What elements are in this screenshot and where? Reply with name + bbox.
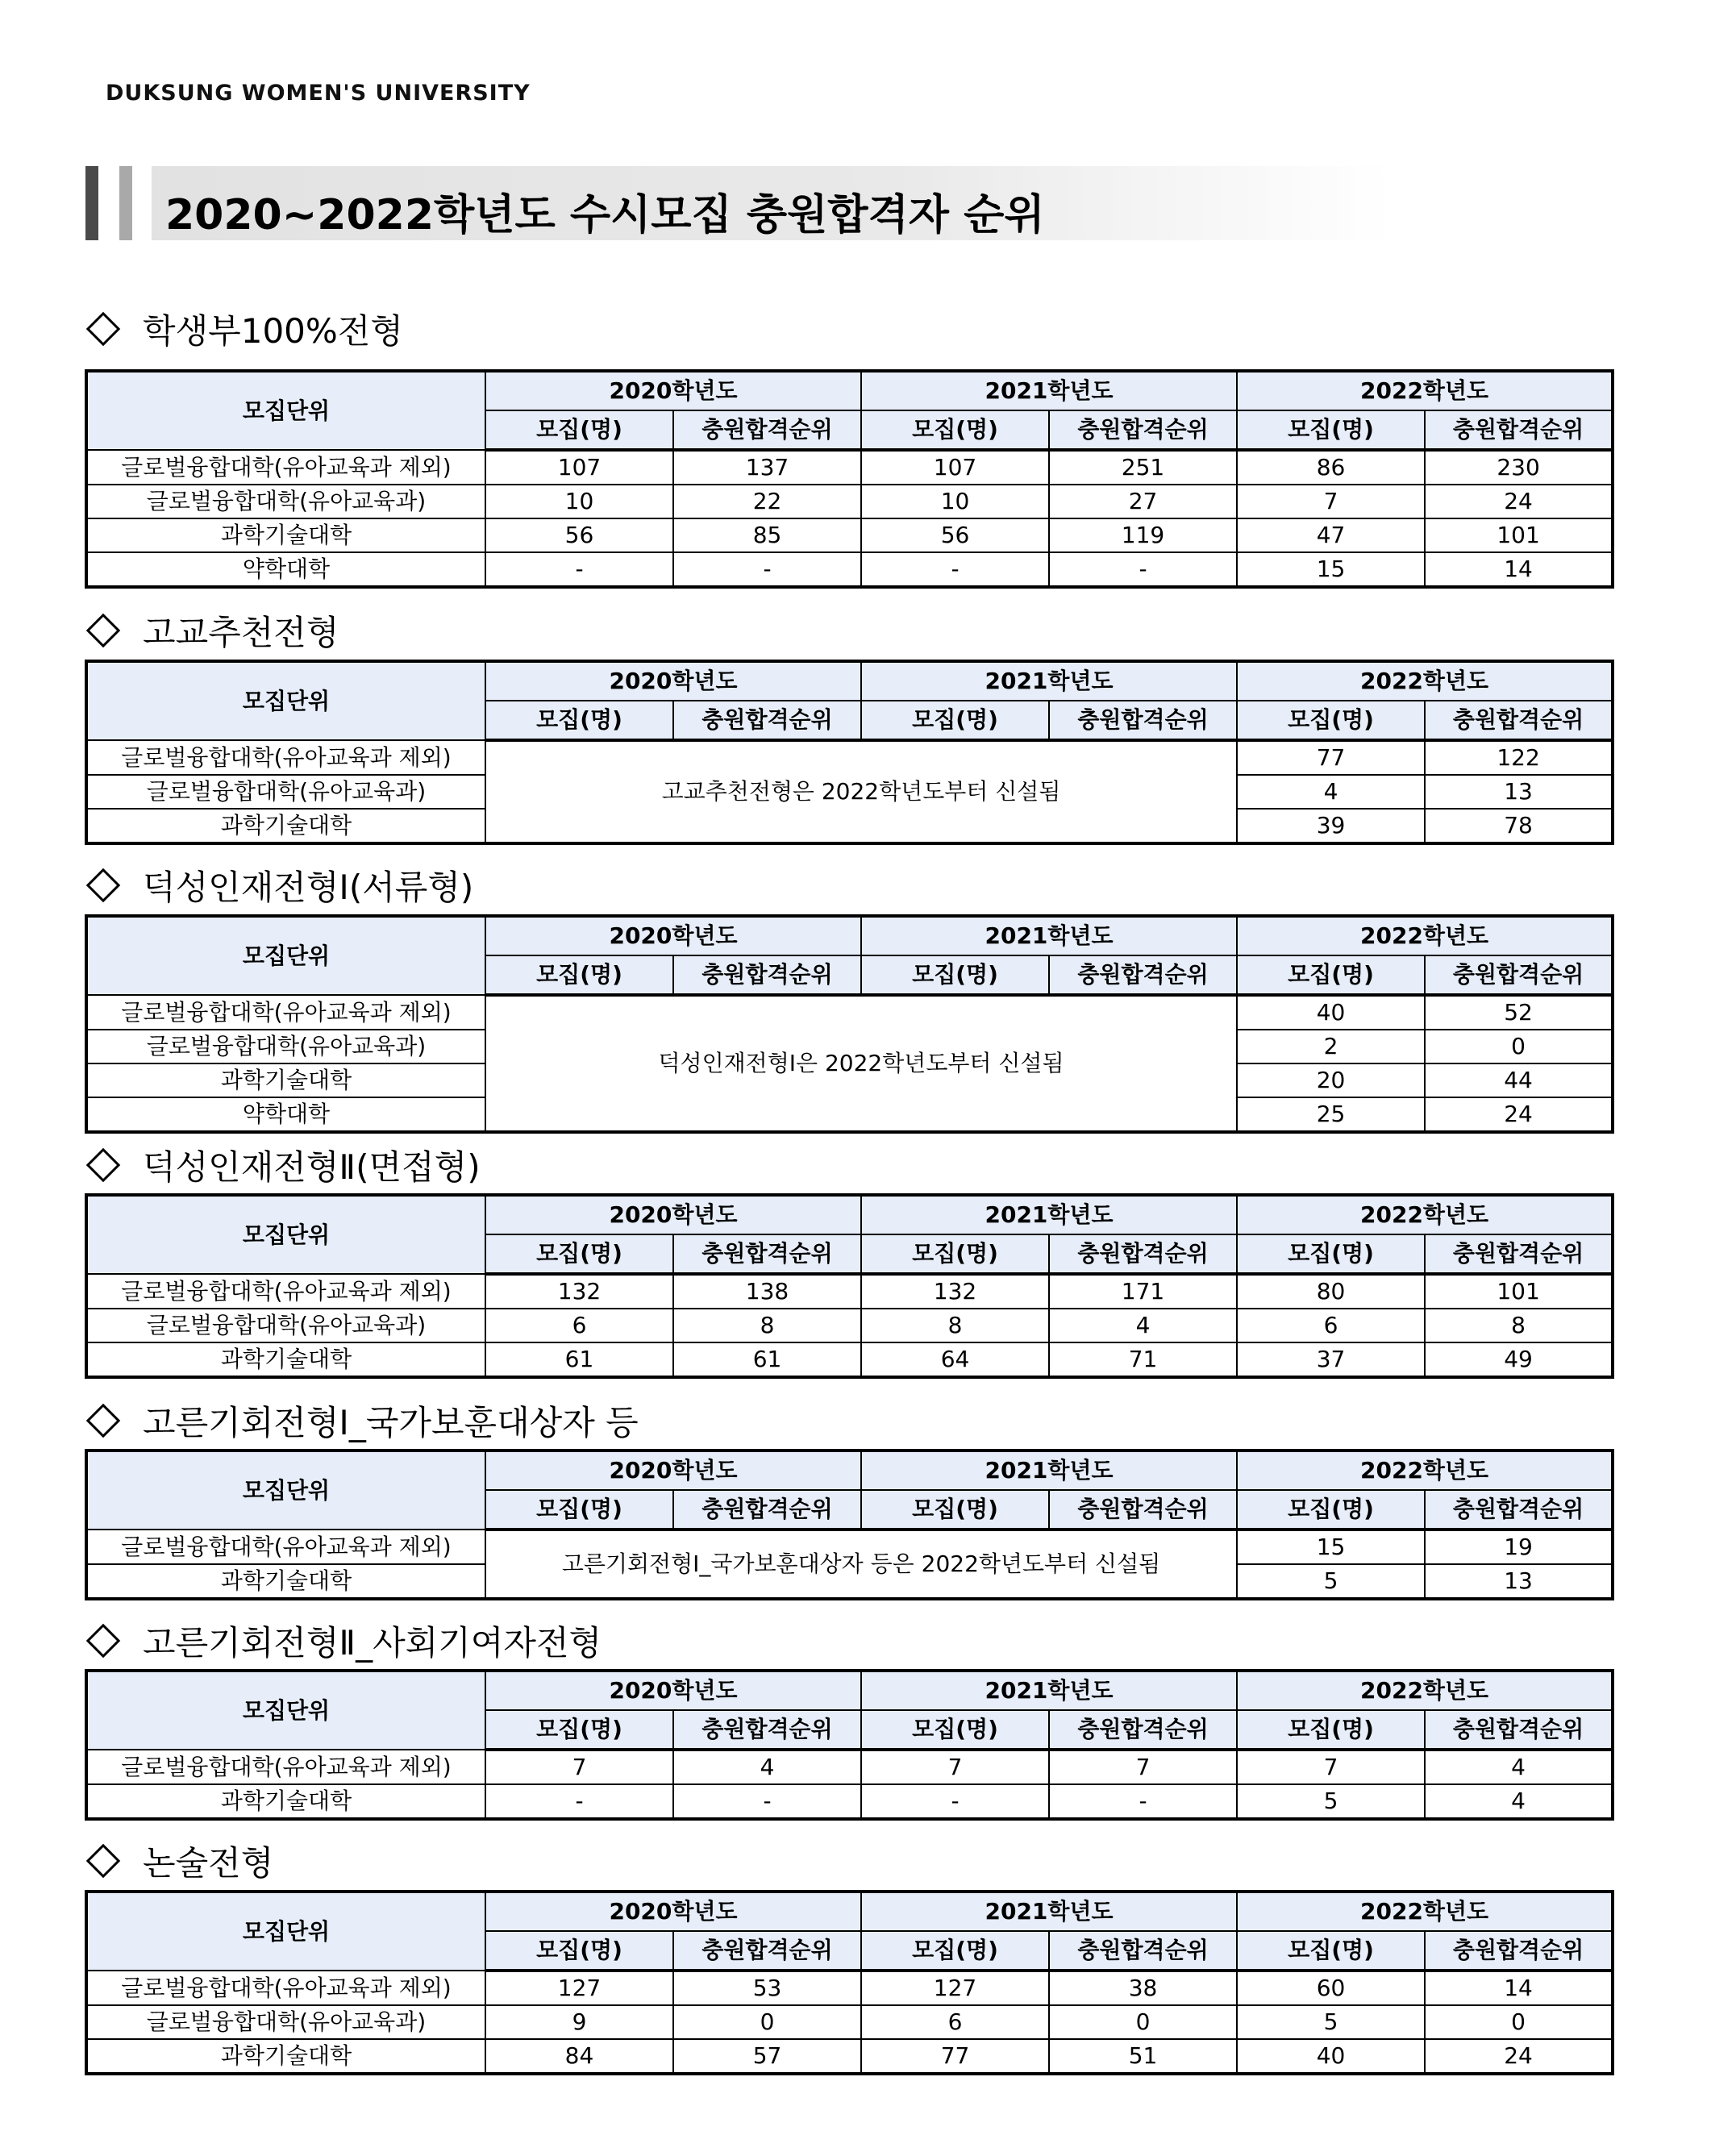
value-cell: 4 [1049,1309,1237,1342]
value-cell: 4 [1237,775,1425,809]
unit-cell: 과학기술대학 [86,1784,485,1819]
section-title: 고른기회전형Ⅱ_사회기여자전형 [143,1623,602,1663]
value-cell: 6 [861,2005,1049,2039]
value-cell: 24 [1425,2039,1613,2074]
value-cell: 61 [673,1342,861,1377]
value-cell: 8 [1425,1309,1613,1342]
value-cell: 38 [1049,1971,1237,2005]
unit-cell: 글로벌융합대학(유아교육과) [86,1309,485,1342]
rank-header: 충원합격순위 [673,1931,861,1971]
value-cell: 5 [1237,1784,1425,1819]
value-cell: 7 [1049,1750,1237,1784]
year-header: 2022학년도 [1237,1451,1613,1490]
table-row [86,1530,1613,1564]
value-cell: 127 [861,1971,1049,2005]
page-title: 2020~2022학년도 수시모집 충원합격자 순위 [165,191,1045,239]
value-cell: 44 [1425,1063,1613,1097]
value-cell: 84 [485,2039,673,2074]
year-header: 2021학년도 [861,1671,1237,1710]
new-program-note: 덕성인재전형Ⅰ은 2022학년도부터 신설됨 [485,995,1237,1132]
title-bar-dark [85,166,98,240]
value-cell: 60 [1237,1971,1425,2005]
value-cell: 8 [861,1309,1049,1342]
value-cell: 138 [673,1274,861,1309]
unit-cell: 글로벌융합대학(유아교육과) [86,775,485,809]
value-cell: 4 [1425,1784,1613,1819]
section-heading [83,1141,481,1189]
ranking-table [85,1669,1614,1821]
section-title: 덕성인재전형Ⅰ(서류형) [143,868,474,907]
unit-cell: 글로벌융합대학(유아교육과 제외) [86,1530,485,1564]
rank-header: 충원합격순위 [673,1710,861,1750]
value-cell: - [673,552,861,587]
rank-header: 충원합격순위 [1049,1931,1237,1971]
value-cell: 24 [1425,485,1613,518]
value-cell: 37 [1237,1342,1425,1377]
recruit-header: 모집(명) [861,1490,1049,1530]
rank-header: 충원합격순위 [673,701,861,740]
value-cell: 6 [485,1309,673,1342]
value-cell: 137 [673,450,861,485]
value-cell: 101 [1425,1274,1613,1309]
unit-cell: 과학기술대학 [86,809,485,843]
diamond-icon [86,1624,120,1658]
table-row [86,740,1613,775]
new-program-note: 고른기회전형Ⅰ_국가보훈대상자 등은 2022학년도부터 신설됨 [485,1530,1237,1599]
table-row [86,995,1613,1030]
year-header: 2020학년도 [485,1671,861,1710]
value-cell: 27 [1049,485,1237,518]
unit-header: 모집단위 [86,1892,485,1971]
value-cell: 40 [1237,995,1425,1030]
year-header: 2020학년도 [485,371,861,410]
unit-cell: 글로벌융합대학(유아교육과 제외) [86,1274,485,1309]
university-name: DUKSUNG WOMEN'S UNIVERSITY [106,81,531,106]
year-header: 2020학년도 [485,661,861,701]
rank-header: 충원합격순위 [1049,1710,1237,1750]
value-cell: 6 [1237,1309,1425,1342]
value-cell: 4 [1425,1750,1613,1784]
value-cell: 127 [485,1971,673,2005]
value-cell: 122 [1425,740,1613,775]
value-cell: 10 [485,485,673,518]
value-cell: 10 [861,485,1049,518]
value-cell: - [485,1784,673,1819]
rank-header: 충원합격순위 [1425,1234,1613,1274]
section-heading [83,1617,602,1665]
diamond-icon [86,1404,120,1438]
value-cell: - [861,1784,1049,1819]
year-header: 2020학년도 [485,1451,861,1490]
recruit-header: 모집(명) [485,701,673,740]
recruit-header: 모집(명) [1237,1931,1425,1971]
year-header: 2022학년도 [1237,1892,1613,1931]
unit-cell: 과학기술대학 [86,1564,485,1599]
recruit-header: 모집(명) [861,701,1049,740]
value-cell: 251 [1049,450,1237,485]
rank-header: 충원합격순위 [1425,701,1613,740]
value-cell: 0 [1049,2005,1237,2039]
value-cell: 25 [1237,1097,1425,1132]
section-title: 논술전형 [143,1843,274,1883]
diamond-icon [86,614,120,647]
value-cell: 51 [1049,2039,1237,2074]
value-cell: 132 [861,1274,1049,1309]
year-header: 2021학년도 [861,371,1237,410]
recruit-header: 모집(명) [485,1234,673,1274]
rank-header: 충원합격순위 [673,955,861,995]
unit-cell: 약학대학 [86,552,485,587]
diamond-icon [86,312,120,346]
title-bar-light [119,166,132,240]
recruit-header: 모집(명) [1237,701,1425,740]
year-header: 2022학년도 [1237,1671,1613,1710]
section-title: 학생부100%전형 [143,311,403,351]
recruit-header: 모집(명) [485,1490,673,1530]
section-heading [83,861,473,909]
value-cell: 0 [673,2005,861,2039]
year-header: 2021학년도 [861,1195,1237,1234]
table-row [86,1750,1613,1784]
section-heading [83,1837,273,1885]
value-cell: 85 [673,518,861,552]
table-row [86,450,1613,485]
value-cell: 52 [1425,995,1613,1030]
value-cell: 7 [1237,1750,1425,1784]
value-cell: 56 [861,518,1049,552]
value-cell: 47 [1237,518,1425,552]
ranking-table [85,914,1614,1134]
recruit-header: 모집(명) [485,955,673,995]
rank-header: 충원합격순위 [673,410,861,450]
rank-header: 충원합격순위 [1425,1931,1613,1971]
ranking-table [85,1449,1614,1600]
unit-cell: 글로벌융합대학(유아교육과) [86,485,485,518]
section-heading [83,1396,639,1445]
value-cell: 71 [1049,1342,1237,1377]
table-row [86,1342,1613,1377]
year-header: 2022학년도 [1237,916,1613,955]
value-cell: 56 [485,518,673,552]
table-row [86,2005,1613,2039]
value-cell: 119 [1049,518,1237,552]
year-header: 2021학년도 [861,661,1237,701]
value-cell: 0 [1425,1030,1613,1063]
year-header: 2020학년도 [485,1195,861,1234]
value-cell: 107 [485,450,673,485]
rank-header: 충원합격순위 [673,1490,861,1530]
year-header: 2021학년도 [861,1892,1237,1931]
section-heading [83,305,403,353]
value-cell: 77 [861,2039,1049,2074]
unit-cell: 글로벌융합대학(유아교육과 제외) [86,740,485,775]
unit-header: 모집단위 [86,1451,485,1530]
recruit-header: 모집(명) [861,1234,1049,1274]
unit-cell: 과학기술대학 [86,1342,485,1377]
rank-header: 충원합격순위 [1049,955,1237,995]
value-cell: 15 [1237,1530,1425,1564]
value-cell: - [673,1784,861,1819]
value-cell: 5 [1237,2005,1425,2039]
table-row [86,485,1613,518]
rank-header: 충원합격순위 [1049,701,1237,740]
section-title: 고른기회전형Ⅰ_국가보훈대상자 등 [143,1403,639,1442]
unit-cell: 글로벌융합대학(유아교육과) [86,2005,485,2039]
value-cell: 80 [1237,1274,1425,1309]
value-cell: 107 [861,450,1049,485]
unit-cell: 글로벌융합대학(유아교육과) [86,1030,485,1063]
value-cell: 40 [1237,2039,1425,2074]
value-cell: 7 [861,1750,1049,1784]
table-row [86,552,1613,587]
value-cell: - [861,552,1049,587]
ranking-table [85,660,1614,845]
unit-cell: 과학기술대학 [86,2039,485,2074]
recruit-header: 모집(명) [1237,410,1425,450]
rank-header: 충원합격순위 [1425,410,1613,450]
ranking-table [85,1193,1614,1379]
value-cell: 230 [1425,450,1613,485]
year-header: 2022학년도 [1237,661,1613,701]
value-cell: 4 [673,1750,861,1784]
recruit-header: 모집(명) [861,955,1049,995]
recruit-header: 모집(명) [485,1710,673,1750]
recruit-header: 모집(명) [485,410,673,450]
value-cell: 132 [485,1274,673,1309]
rank-header: 충원합격순위 [1425,1710,1613,1750]
table-row [86,1309,1613,1342]
unit-cell: 약학대학 [86,1097,485,1132]
year-header: 2020학년도 [485,1892,861,1931]
value-cell: 15 [1237,552,1425,587]
value-cell: 24 [1425,1097,1613,1132]
section-title: 고교추천전형 [143,613,339,652]
value-cell: - [1049,1784,1237,1819]
table-row [86,2039,1613,2074]
value-cell: 2 [1237,1030,1425,1063]
unit-header: 모집단위 [86,916,485,995]
value-cell: 64 [861,1342,1049,1377]
rank-header: 충원합격순위 [673,1234,861,1274]
rank-header: 충원합격순위 [1425,955,1613,995]
value-cell: 14 [1425,552,1613,587]
recruit-header: 모집(명) [1237,1234,1425,1274]
value-cell: 9 [485,2005,673,2039]
year-header: 2022학년도 [1237,1195,1613,1234]
value-cell: 7 [485,1750,673,1784]
recruit-header: 모집(명) [1237,1710,1425,1750]
section-title: 덕성인재전형Ⅱ(면접형) [143,1147,481,1187]
recruit-header: 모집(명) [1237,1490,1425,1530]
value-cell: 5 [1237,1564,1425,1599]
value-cell: 78 [1425,809,1613,843]
unit-cell: 글로벌융합대학(유아교육과 제외) [86,1750,485,1784]
rank-header: 충원합격순위 [1049,410,1237,450]
value-cell: 0 [1425,2005,1613,2039]
recruit-header: 모집(명) [1237,955,1425,995]
value-cell: 8 [673,1309,861,1342]
value-cell: 53 [673,1971,861,2005]
ranking-table [85,1890,1614,2075]
section-heading [83,606,339,655]
year-header: 2022학년도 [1237,371,1613,410]
value-cell: 171 [1049,1274,1237,1309]
recruit-header: 모집(명) [861,1931,1049,1971]
unit-cell: 글로벌융합대학(유아교육과 제외) [86,450,485,485]
unit-header: 모집단위 [86,1195,485,1274]
year-header: 2021학년도 [861,1451,1237,1490]
diamond-icon [86,1148,120,1182]
value-cell: 19 [1425,1530,1613,1564]
value-cell: 86 [1237,450,1425,485]
table-row [86,1971,1613,2005]
table-row [86,1274,1613,1309]
value-cell: 20 [1237,1063,1425,1097]
unit-header: 모집단위 [86,661,485,740]
unit-header: 모집단위 [86,1671,485,1750]
unit-cell: 글로벌융합대학(유아교육과 제외) [86,995,485,1030]
table-row [86,1784,1613,1819]
year-header: 2020학년도 [485,916,861,955]
unit-header: 모집단위 [86,371,485,450]
value-cell: 22 [673,485,861,518]
value-cell: 14 [1425,1971,1613,2005]
value-cell: - [485,552,673,587]
ranking-table [85,369,1614,589]
new-program-note: 고교추천전형은 2022학년도부터 신설됨 [485,740,1237,843]
year-header: 2021학년도 [861,916,1237,955]
value-cell: 39 [1237,809,1425,843]
value-cell: 49 [1425,1342,1613,1377]
unit-cell: 과학기술대학 [86,1063,485,1097]
diamond-icon [86,1844,120,1878]
value-cell: 13 [1425,775,1613,809]
rank-header: 충원합격순위 [1049,1234,1237,1274]
rank-header: 충원합격순위 [1049,1490,1237,1530]
recruit-header: 모집(명) [861,1710,1049,1750]
table-row [86,518,1613,552]
value-cell: 77 [1237,740,1425,775]
value-cell: 101 [1425,518,1613,552]
unit-cell: 과학기술대학 [86,518,485,552]
value-cell: 57 [673,2039,861,2074]
value-cell: 61 [485,1342,673,1377]
value-cell: 7 [1237,485,1425,518]
rank-header: 충원합격순위 [1425,1490,1613,1530]
recruit-header: 모집(명) [861,410,1049,450]
diamond-icon [86,868,120,902]
unit-cell: 글로벌융합대학(유아교육과 제외) [86,1971,485,2005]
recruit-header: 모집(명) [485,1931,673,1971]
value-cell: 13 [1425,1564,1613,1599]
value-cell: - [1049,552,1237,587]
